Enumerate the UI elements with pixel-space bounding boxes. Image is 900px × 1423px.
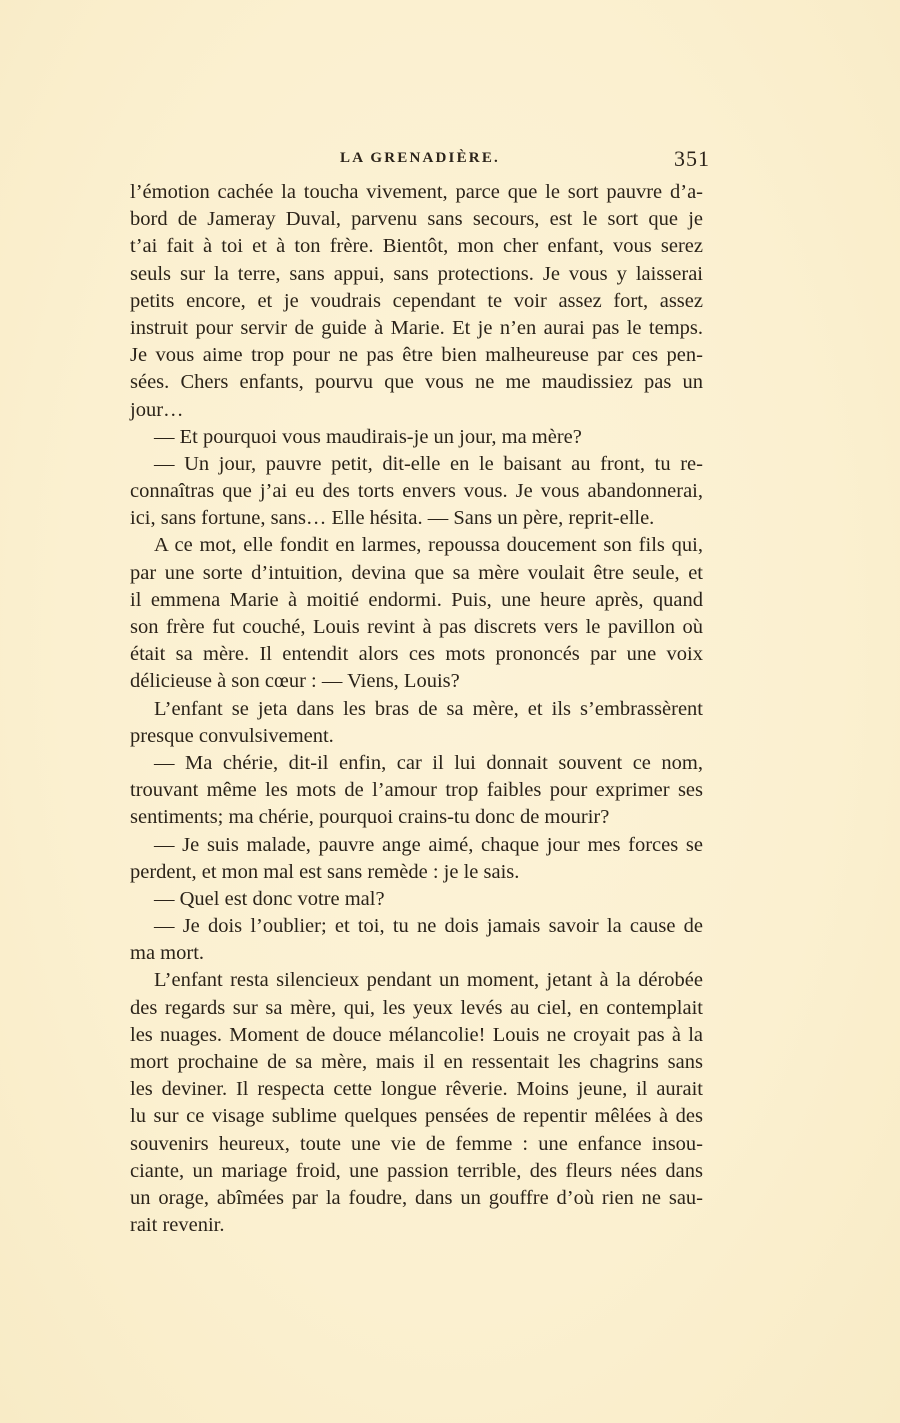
text-line: ici, sans fortune, sans… Elle hésita. — Sans un père, reprit-elle. <box>130 507 655 530</box>
text-line: — Je dois l’oublier; et toi, tu ne dois jamais savoir la cause de <box>154 915 703 938</box>
text-line: les nuages. Moment de douce mélancolie! Louis ne croyait pas à la <box>130 1023 703 1046</box>
text-line: — Ma chérie, dit-il enfin, car il lui donnait souvent ce nom, <box>154 751 703 774</box>
text-line: des regards sur sa mère, qui, les yeux levés au ciel, en contemplait <box>130 996 703 1019</box>
text-line: souvenirs heureux, toute une vie de femme : une enfance insou- <box>130 1132 703 1155</box>
paragraph <box>130 967 703 1239</box>
paragraph <box>130 424 703 451</box>
text-line: t’ai fait à toi et à ton frère. Bientôt, mon cher enfant, vous serez <box>130 235 703 258</box>
text-line: jour… <box>130 398 184 421</box>
text-line: — Quel est donc votre mal? <box>154 887 385 910</box>
text-line: — Et pourquoi vous maudirais-je un jour, ma mère? <box>154 425 582 448</box>
text-line: bord de Jameray Duval, parvenu sans secours, est le sort que je <box>130 208 703 231</box>
running-head <box>130 146 710 172</box>
paragraph <box>130 913 703 967</box>
text-line: les deviner. Il respecta cette longue rêverie. Moins jeune, il aurait <box>130 1078 703 1101</box>
paragraph <box>130 750 703 832</box>
paragraph <box>130 532 703 695</box>
text-line: connaîtras que j’ai eu des torts envers vous. Je vous abandonnerai, <box>130 480 703 503</box>
text-line: sentiments; ma chérie, pourquoi crains-tu donc de mourir? <box>130 806 610 829</box>
text-line: lu sur ce visage sublime quelques pensées de repentir mêlées à des <box>130 1105 703 1128</box>
text-line: un orage, abîmées par la foudre, dans un gouffre d’où rien ne sau- <box>130 1186 703 1209</box>
text-line: délicieuse à son cœur : — Viens, Louis? <box>130 670 460 693</box>
text-line: ciante, un mariage froid, une passion terrible, des fleurs nées dans <box>130 1159 703 1182</box>
text-line: il emmena Marie à moitié endormi. Puis, une heure après, quand <box>130 588 703 611</box>
paragraph <box>130 886 703 913</box>
text-line: par une sorte d’intuition, devina que sa mère voulait être seule, et <box>130 561 703 584</box>
text-line: L’enfant se jeta dans les bras de sa mère, et ils s’embrassèrent <box>154 697 703 720</box>
text-line: ma mort. <box>130 942 205 965</box>
paragraph <box>130 696 703 750</box>
paragraph <box>130 179 703 424</box>
text-line: sées. Chers enfants, pourvu que vous ne me maudissiez pas un <box>130 371 703 394</box>
text-line: A ce mot, elle fondit en larmes, repoussa doucement son fils qui, <box>154 534 703 557</box>
text-line: perdent, et mon mal est sans remède : je le sais. <box>130 860 520 883</box>
text-line: trouvant même les mots de l’amour trop faibles pour exprimer ses <box>130 779 703 802</box>
text-line: petits encore, et je voudrais cependant te voir assez fort, assez <box>130 289 703 312</box>
text-line: presque convulsivement. <box>130 724 334 747</box>
paragraph <box>130 832 703 886</box>
text-line: mort prochaine de sa mère, mais il en ressentait les chagrins sans <box>130 1051 703 1073</box>
text-line: Je vous aime trop pour ne pas être bien malheureuse par ces pen- <box>130 344 703 367</box>
page-number: 351 <box>674 146 710 171</box>
running-title: LA GRENADIÈRE. <box>340 150 500 166</box>
text-line: seuls sur la terre, sans appui, sans protections. Je vous y laisserai <box>130 262 703 285</box>
text-line: — Un jour, pauvre petit, dit-elle en le baisant au front, tu re- <box>154 452 703 475</box>
text-line: était sa mère. Il entendit alors ces mots prononcés par une voix <box>130 643 703 666</box>
text-line: l’émotion cachée la toucha vivement, parce que le sort pauvre d’a- <box>130 181 703 203</box>
paragraph <box>130 451 703 533</box>
text-line: son frère fut couché, Louis revint à pas discrets vers le pavillon où <box>130 616 703 638</box>
body-text <box>130 179 703 1239</box>
text-line: — Je suis malade, pauvre ange aimé, chaque jour mes forces se <box>154 833 703 856</box>
text-line: rait revenir. <box>130 1214 225 1237</box>
text-line: L’enfant resta silencieux pendant un moment, jetant à la dérobée <box>154 969 703 992</box>
text-line: instruit pour servir de guide à Marie. Et je n’en aurai pas le temps. <box>130 316 703 339</box>
